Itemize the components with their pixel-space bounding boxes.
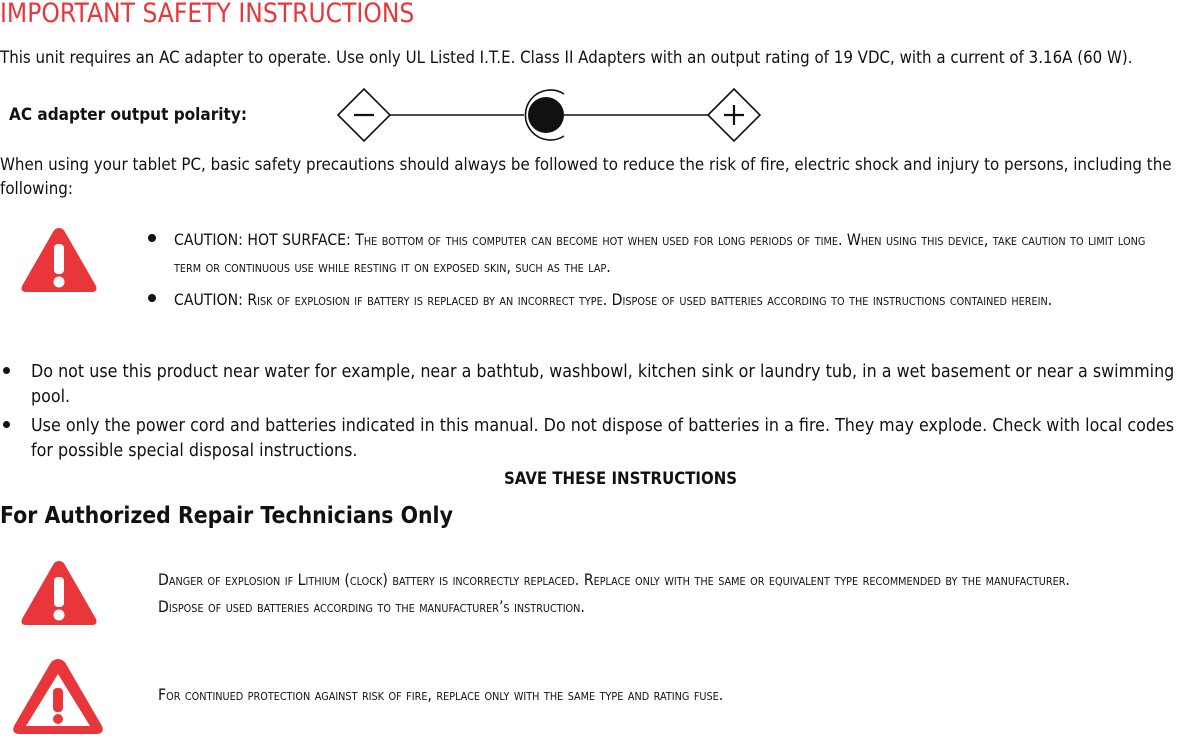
bullet-text: Use only the power cord and batteries indicated in this manual. Do not dispose of batteries in a fire. They may explode. Check with local codes for possible special disposal instructions. (31, 415, 1175, 461)
bullet-list (0, 359, 1189, 463)
warning-outline-icon (10, 656, 106, 738)
repair-heading: For Authorized Repair Technicians Only (0, 503, 453, 529)
save-instructions: SAVE THESE INSTRUCTIONS (504, 469, 737, 489)
warning-icon (18, 224, 100, 296)
page-title: IMPORTANT SAFETY INSTRUCTIONS (0, 0, 415, 29)
caution-item (148, 226, 1188, 280)
warning-icon (18, 557, 100, 629)
precautions-text: When using your tablet PC, basic safety precautions should always be followed to reduce the risk of fire, electric shock and injury to persons, including the following: (0, 155, 1172, 199)
polarity-diagram (336, 86, 768, 144)
caution-lead: CAUTION: (174, 290, 248, 309)
center-pin-icon (528, 97, 564, 133)
caution-text: The bottom of this computer can become hot when used for long periods of time. When using this device, take caution to limit long term or continuous use while resting it on exposed skin, such as the lap. (174, 230, 1146, 276)
caution-list (148, 226, 1188, 313)
polarity-label: AC adapter output polarity: (9, 105, 247, 125)
danger-text: Danger of explosion if Lithium (clock) battery is incorrectly replaced. Replace only with the same or equivalent type recommended by the manufacturer. Dispose of used batteries according to the manufacturer’s instruction. (158, 570, 1070, 616)
intro-text: This unit requires an AC adapter to operate. Use only UL Listed I.T.E. Class II Adapters with an output rating of 19 VDC, with a current of 3.16A (60 W). (0, 48, 1133, 68)
list-item (0, 359, 1189, 409)
caution-item (148, 286, 1188, 313)
fuse-text: For continued protection against risk of fire, replace only with the same type and rating fuse. (158, 685, 724, 704)
caution-lead: CAUTION: HOT SURFACE: (174, 230, 356, 249)
caution-text: Risk of explosion if battery is replaced by an incorrect type. Dispose of used batteries according to the instructions contained herein. (247, 290, 1053, 309)
bullet-text: Do not use this product near water for example, near a bathtub, washbowl, kitchen sink or laundry tub, in a wet basement or near a swimming pool. (31, 361, 1175, 407)
list-item (0, 413, 1189, 463)
